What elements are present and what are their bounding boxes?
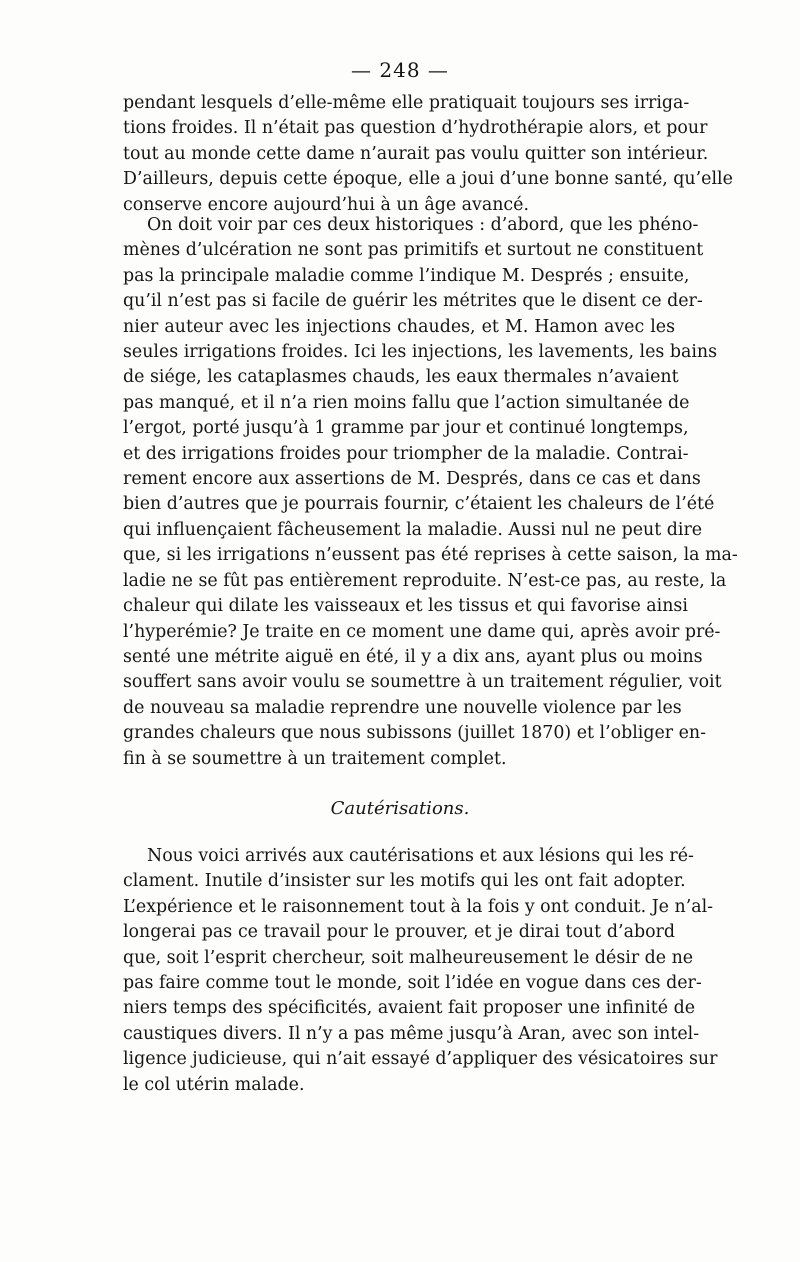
- text-line: caustiques divers. Il n’y a pas même jusqu’à Aran, avec son intel-: [123, 1023, 700, 1044]
- text-line: pendant lesquels d’elle-même elle pratiquait toujours ses irriga-: [123, 93, 690, 113]
- text-line: tions froides. Il n’était pas question d’hydrothérapie alors, et pour: [123, 118, 708, 139]
- text-line: rement encore aux assertions de M. Després, dans ce cas et dans: [123, 469, 701, 490]
- paragraph-3: [123, 844, 718, 1098]
- text-line: de siége, les cataplasmes chauds, les eaux thermales n’avaient: [123, 367, 679, 388]
- text-line: et des irrigations froides pour triompher de la maladie. Contrai-: [123, 443, 689, 464]
- text-line: de nouveau sa maladie reprendre une nouvelle violence par les: [123, 697, 682, 718]
- text-line: seules irrigations froides. Ici les injections, les lavements, les bains: [123, 342, 718, 363]
- text-line: l’hyperémie? Je traite en ce moment une dame qui, après avoir pré-: [123, 621, 721, 642]
- text-line: chaleur qui dilate les vaisseaux et les tissus et qui favorise ainsi: [123, 596, 688, 617]
- text-line: senté une métrite aiguë en été, il y a dix ans, ayant plus ou moins: [123, 646, 703, 667]
- text-line: ladie ne se fût pas entièrement reproduite. N’est-ce pas, au reste, la: [123, 570, 727, 591]
- text-line: qu’il n’est pas si facile de guérir les métrites que le disent ce der-: [123, 291, 703, 312]
- text-line: longerai pas ce travail pour le prouver, et je dirai tout d’abord: [123, 922, 675, 943]
- section-heading: Cautérisations.: [330, 798, 470, 819]
- text-line: qui influençaient fâcheusement la maladie. Aussi nul ne peut dire: [123, 519, 703, 540]
- text-line: l’ergot, porté jusqu’à 1 gramme par jour et continué longtemps,: [123, 418, 689, 439]
- text-line: grandes chaleurs que nous subissons (juillet 1870) et l’obliger en-: [123, 723, 706, 744]
- text-line: nier auteur avec les injections chaudes, et M. Hamon avec les: [123, 316, 675, 337]
- text-line: pas manqué, et il n’a rien moins fallu que l’action simultanée de: [123, 392, 690, 413]
- text-line: le col utérin malade.: [123, 1074, 305, 1095]
- text-line: bien d’autres que je pourrais fournir, c’étaient les chaleurs de l’été: [123, 494, 715, 515]
- text-line: L’expérience et le raisonnement tout à la fois y ont conduit. Je n’al-: [123, 896, 714, 917]
- text-line: niers temps des spécificités, avaient fait proposer une infinité de: [123, 998, 696, 1019]
- text-line: ligence judicieuse, qui n’ait essayé d’appliquer des vésicatoires sur: [123, 1049, 718, 1070]
- text-line: pas la principale maladie comme l’indique M. Després ; ensuite,: [123, 265, 690, 286]
- page-number: — 248 —: [351, 58, 449, 82]
- text-line: D’ailleurs, depuis cette époque, elle a joui d’une bonne santé, qu’elle: [123, 169, 733, 190]
- text-line: que, soit l’esprit chercheur, soit malheureusement le désir de ne: [123, 947, 694, 968]
- text-line: Nous voici arrivés aux cautérisations et aux lésions qui les ré-: [147, 846, 694, 866]
- paragraph-2: [123, 213, 738, 772]
- text-line: tout au monde cette dame n’aurait pas voulu quitter son intérieur.: [123, 143, 709, 164]
- paragraph-1: [123, 91, 733, 218]
- text-line: fin à se soumettre à un traitement complet.: [123, 748, 507, 769]
- text-line: clament. Inutile d’insister sur les motifs qui les ont fait adopter.: [123, 871, 686, 892]
- text-line: souffert sans avoir voulu se soumettre à un traitement régulier, voit: [123, 672, 722, 693]
- text-line: que, si les irrigations n’eussent pas été reprises à cette saison, la ma-: [123, 545, 738, 566]
- text-line: conserve encore aujourd’hui à un âge avancé.: [123, 194, 529, 215]
- text-line: mènes d’ulcération ne sont pas primitifs et surtout ne constituent: [123, 240, 704, 261]
- text-line: pas faire comme tout le monde, soit l’idée en vogue dans ces der-: [123, 973, 702, 994]
- text-line: On doit voir par ces deux historiques : d’abord, que les phéno-: [147, 215, 699, 235]
